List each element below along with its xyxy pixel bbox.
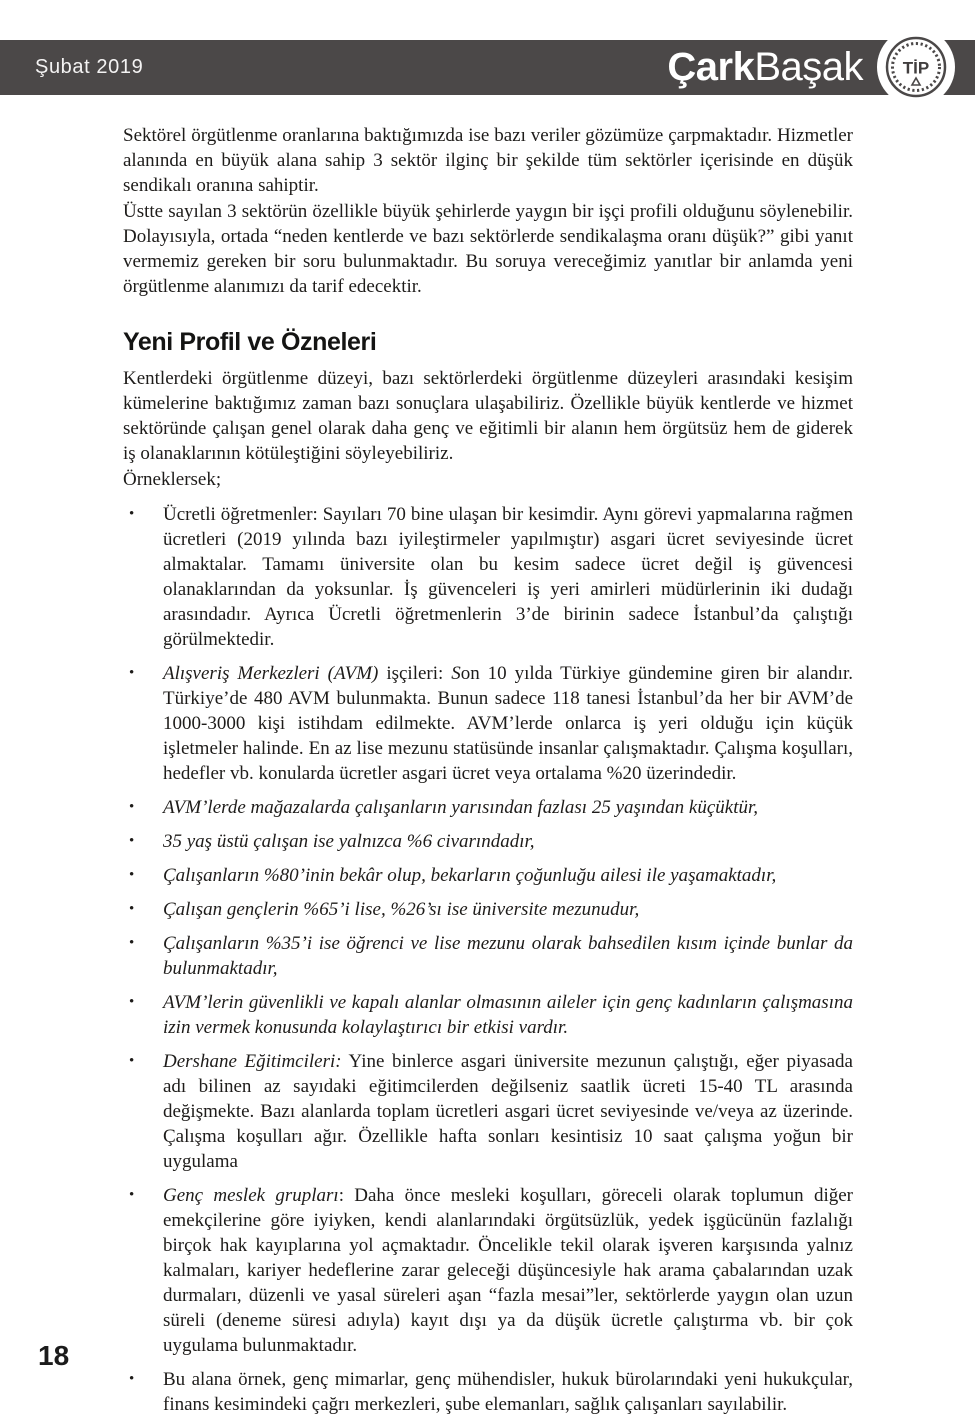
masthead-part2: Başak <box>754 44 863 89</box>
page-number: 18 <box>38 1340 70 1371</box>
list-item <box>123 502 853 652</box>
bullet-marker: • <box>129 833 135 849</box>
bullet-list <box>123 502 853 1417</box>
bullet-text: Genç meslek grupları: Daha önce mesleki koşulları, göreceli olarak toplumun diğer emekçilerine göre iyiyken, kendi alanlarındaki örgütsüzlük, yedek işgücünün fazlalığı birçok hak kayıplarına yol açmaktadır. Öncelikle tekil olarak işveren karşısında yalnız kalmaları, kariyer hedeflerine zarar geleceği düşüncesiyle hak arama çabalarından uzak durmaları, düzenli ve yasal süreleri aşan “fazla mesai”ler, sektörlerde yaygın olan uzun süreli (deneme süresi adıyla) kayıt dışı ya da düşük ücretle çalıştırma vb. bir çok uygulama bulunmaktadır. <box>163 1185 853 1356</box>
bullet-text: AVM’lerde mağazalarda çalışanların yarısından fazlası 25 yaşından küçüktür, <box>163 797 759 818</box>
examples-label: Örneklersek; <box>123 469 222 490</box>
bullet-marker: • <box>129 901 135 917</box>
list-item <box>123 863 853 888</box>
list-item <box>123 829 853 854</box>
issue-date: Şubat 2019 <box>35 56 144 78</box>
section-heading: Yeni Profil ve Özneleri <box>123 328 377 356</box>
bullet-text: 35 yaş üstü çalışan ise yalnızca %6 civarındadır, <box>163 831 535 852</box>
article-body <box>123 123 853 1418</box>
paragraph: Kentlerdeki örgütlenme düzeyi, bazı sektörlerdeki örgütlenme düzeyleri arasındaki kesişim kümelerine baktığımız zaman bazı sonuçlara ulaşabiliriz. Özellikle büyük kentlerde ve hizmet sektöründe çalışan genel olarak daha genç ve eğitimli bir alanın hem örgütsüz hem de giderek iş olanaklarının kötüleştiğini söyleyebiliriz. <box>123 368 853 464</box>
svg-text:TİP: TİP <box>902 58 930 78</box>
list-item <box>123 1183 853 1358</box>
bullet-marker: • <box>129 935 135 951</box>
bullet-text: Çalışanların %35’i ise öğrenci ve lise mezunu olarak bahsedilen kısım içinde bunlar da bulunmaktadır, <box>163 933 853 979</box>
list-item <box>123 990 853 1040</box>
bullet-text: Dershane Eğitimcileri: Yine binlerce asgari üniversite mezunun çalıştığı, eğer piyasada adı bilinen az sayıdaki eğitimcilerden değilseniz saatlik ücreti 15-40 TL arasında değişmekte. Bazı alanlarda toplam ücretleri asgari ücret seviyesinde ve/veya az üzerinde. Çalışma koşulları ağır. Özellikle hafta sonları kesintisiz 10 saat çalışma yoğun bir uygulama <box>163 1051 853 1172</box>
party-logo <box>877 28 955 106</box>
list-item <box>123 1367 853 1417</box>
bullet-marker: • <box>129 1371 135 1387</box>
masthead-part1: Çark <box>667 44 755 89</box>
list-item <box>123 931 853 981</box>
list-item <box>123 1049 853 1174</box>
bullet-text: Bu alana örnek, genç mimarlar, genç mühendisler, hukuk bürolarındaki yeni hukukçular, finans kesimindeki çağrı merkezleri, şube elemanları, sağlık çalışanları sayılabilir. <box>163 1369 853 1415</box>
bullet-text: AVM’lerin güvenlikli ve kapalı alanlar olmasının aileler için genç kadınların çalışmasına izin vermek konusunda kolaylaştırıcı bir etkisi vardır. <box>163 992 853 1038</box>
bullet-marker: • <box>129 1187 135 1203</box>
list-item <box>123 795 853 820</box>
bullet-text: Çalışan gençlerin %65’i lise, %26’sı ise üniversite mezunudur, <box>163 899 640 920</box>
bullet-marker: • <box>129 1053 135 1069</box>
list-item <box>123 897 853 922</box>
masthead-title <box>667 44 863 89</box>
page-header <box>0 40 975 95</box>
bullet-text: Çalışanların %80’inin bekâr olup, bekarların çoğunluğu ailesi ile yaşamaktadır, <box>163 865 777 886</box>
bullet-marker: • <box>129 994 135 1010</box>
bullet-marker: • <box>129 867 135 883</box>
list-item <box>123 661 853 786</box>
bullet-marker: • <box>129 799 135 815</box>
tip-emblem-icon <box>885 36 947 98</box>
paragraph: Üstte sayılan 3 sektörün özellikle büyük şehirlerde yaygın bir işçi profili olduğunu söylenebilir. Dolayısıyla, ortada “neden kentlerde ve bazı sektörlerde sendikalaşma oranı düşük?” gibi yanıt vermemiz gereken bir soru bulunmaktadır. Bu soruya vereceğimiz yanıtlar bir anlamda yeni örgütlenme alanımızı da tarif edecektir. <box>123 201 853 297</box>
bullet-marker: • <box>129 665 135 681</box>
bullet-text: Ücretli öğretmenler: Sayıları 70 bine ulaşan bir kesimdir. Aynı görevi yapmalarına rağmen ücretleri (2019 yılında bazı iyileştirmeler yapılmıştır) asgari ücret seviyesinde ücret almaktalar. Tamamı üniversite olan bu kesim sadece ücret değil iş güvencesi olanaklarından da yoksunlar. İş güvenceleri iş yeri amirleri müdürlerinin iki dudağı arasındadır. Ayrıca Ücretli öğretmenlerin 3’de birinin sadece İstanbul’da çalıştığı görülmektedir. <box>163 504 853 650</box>
paragraph: Sektörel örgütlenme oranlarına baktığımızda ise bazı veriler gözümüze çarpmaktadır. Hizmetler alanında en büyük alana sahip 3 sektör ilginç bir şekilde tüm sektörler içerisinde en düşük sendikalı oranına sahiptir. <box>123 125 853 196</box>
bullet-text: Alışveriş Merkezleri (AVM) işçileri: Son 10 yılda Türkiye gündemine giren bir alandır. Türkiye’de 480 AVM bulunmakta. Bunun sadece 118 tanesi İstanbul’da her bir AVM’de 1000-3000 kişi istihdam edilmekte. AVM’lerde onlarca iş yeri olduğu için küçük işletmeler halinde. En az lise mezunu statüsünde insanlar çalışmaktadır. Çalışma koşulları, hedefler vb. konularda ücretler asgari ücret veya ortalama %20 üzerindedir. <box>163 663 853 784</box>
bullet-marker: • <box>129 506 135 522</box>
